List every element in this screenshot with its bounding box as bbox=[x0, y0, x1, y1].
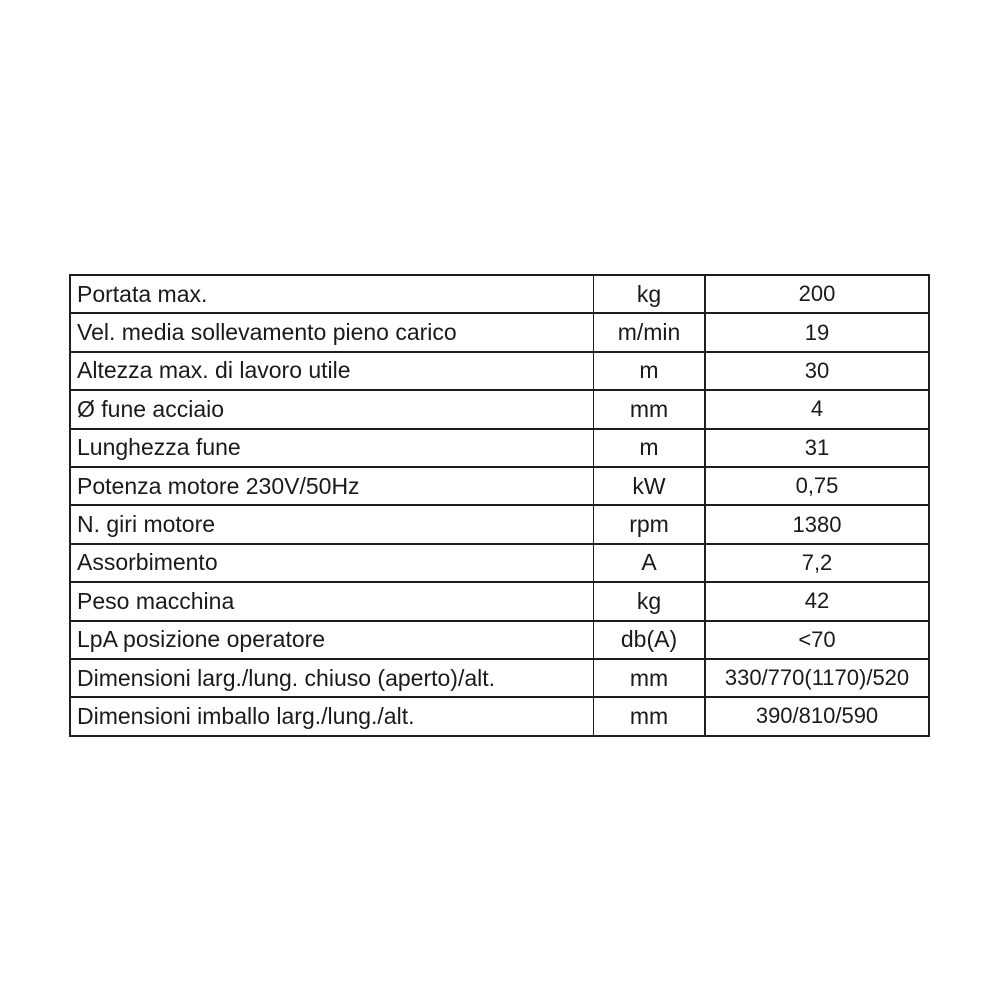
table-row bbox=[70, 697, 929, 735]
value-cell: 7,2 bbox=[705, 544, 929, 582]
unit-cell: rpm bbox=[594, 505, 706, 543]
value-cell: 200 bbox=[705, 275, 929, 313]
value-cell: 42 bbox=[705, 582, 929, 620]
value-cell: 30 bbox=[705, 352, 929, 390]
unit-cell: m/min bbox=[594, 313, 706, 351]
param-cell: Altezza max. di lavoro utile bbox=[70, 352, 594, 390]
param-cell: Peso macchina bbox=[70, 582, 594, 620]
table-row bbox=[70, 621, 929, 659]
table-row bbox=[70, 505, 929, 543]
value-cell: 390/810/590 bbox=[705, 697, 929, 735]
table-row bbox=[70, 352, 929, 390]
param-cell: Lunghezza fune bbox=[70, 429, 594, 467]
param-cell: N. giri motore bbox=[70, 505, 594, 543]
unit-cell: mm bbox=[594, 390, 706, 428]
param-cell: LpA posizione operatore bbox=[70, 621, 594, 659]
table-row bbox=[70, 313, 929, 351]
unit-cell: m bbox=[594, 429, 706, 467]
value-cell: <70 bbox=[705, 621, 929, 659]
value-cell: 19 bbox=[705, 313, 929, 351]
table-row bbox=[70, 429, 929, 467]
table-row bbox=[70, 467, 929, 505]
table-row bbox=[70, 582, 929, 620]
table-row bbox=[70, 390, 929, 428]
unit-cell: mm bbox=[594, 697, 706, 735]
param-cell: Vel. media sollevamento pieno carico bbox=[70, 313, 594, 351]
param-cell: Portata max. bbox=[70, 275, 594, 313]
unit-cell: A bbox=[594, 544, 706, 582]
value-cell: 0,75 bbox=[705, 467, 929, 505]
table-row bbox=[70, 275, 929, 313]
unit-cell: mm bbox=[594, 659, 706, 697]
value-cell: 4 bbox=[705, 390, 929, 428]
param-cell: Ø fune acciaio bbox=[70, 390, 594, 428]
unit-cell: kg bbox=[594, 582, 706, 620]
value-cell: 31 bbox=[705, 429, 929, 467]
unit-cell: kW bbox=[594, 467, 706, 505]
unit-cell: db(A) bbox=[594, 621, 706, 659]
param-cell: Potenza motore 230V/50Hz bbox=[70, 467, 594, 505]
value-cell: 330/770(1170)/520 bbox=[705, 659, 929, 697]
unit-cell: m bbox=[594, 352, 706, 390]
table-row bbox=[70, 544, 929, 582]
unit-cell: kg bbox=[594, 275, 706, 313]
param-cell: Dimensioni larg./lung. chiuso (aperto)/alt. bbox=[70, 659, 594, 697]
table-row bbox=[70, 659, 929, 697]
value-cell: 1380 bbox=[705, 505, 929, 543]
spec-table bbox=[69, 274, 930, 737]
param-cell: Assorbimento bbox=[70, 544, 594, 582]
param-cell: Dimensioni imballo larg./lung./alt. bbox=[70, 697, 594, 735]
